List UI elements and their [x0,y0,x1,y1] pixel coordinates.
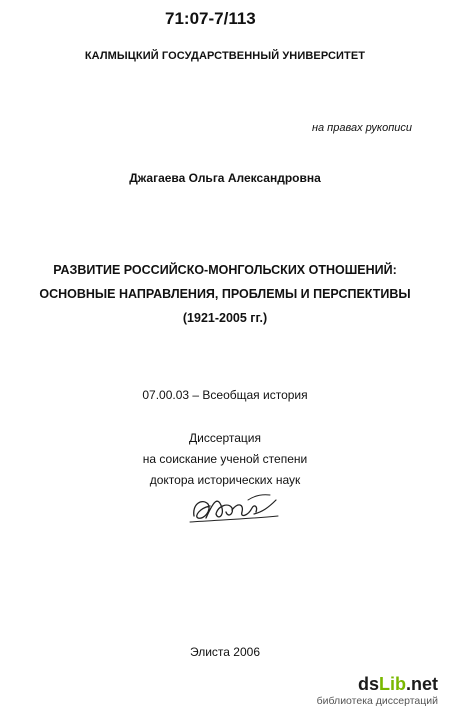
degree-line-3: доктора исторических наук [149,473,301,487]
title-line-1: РАЗВИТИЕ РОССИЙСКО-МОНГОЛЬСКИХ ОТНОШЕНИЙ: [53,263,397,277]
handwritten-signature [188,486,280,528]
degree-line-2: на соискание ученой степени [142,452,308,466]
city-year: Элиста 2006 [190,645,260,659]
title-line-3: (1921-2005 гг.) [182,311,268,325]
university-name: КАЛМЫЦКИЙ ГОСУДАРСТВЕННЫЙ УНИВЕРСИТЕТ [84,50,366,62]
watermark-subtitle: библиотека диссертаций [316,695,438,707]
rights-note: на правах рукописи [311,122,412,134]
specialty-code: 07.00.03 – Всеобщая история [142,388,308,402]
degree-line-1: Диссертация [188,431,262,445]
watermark-logo: dsLib.net [357,674,438,694]
title-line-2: ОСНОВНЫЕ НАПРАВЛЕНИЯ, ПРОБЛЕМЫ И ПЕРСПЕКТИВЫ [39,287,411,301]
watermark [238,674,438,708]
author-name: Джагаева Ольга Александровна [129,171,321,185]
library-code: 71:07-7/113 [165,9,256,28]
